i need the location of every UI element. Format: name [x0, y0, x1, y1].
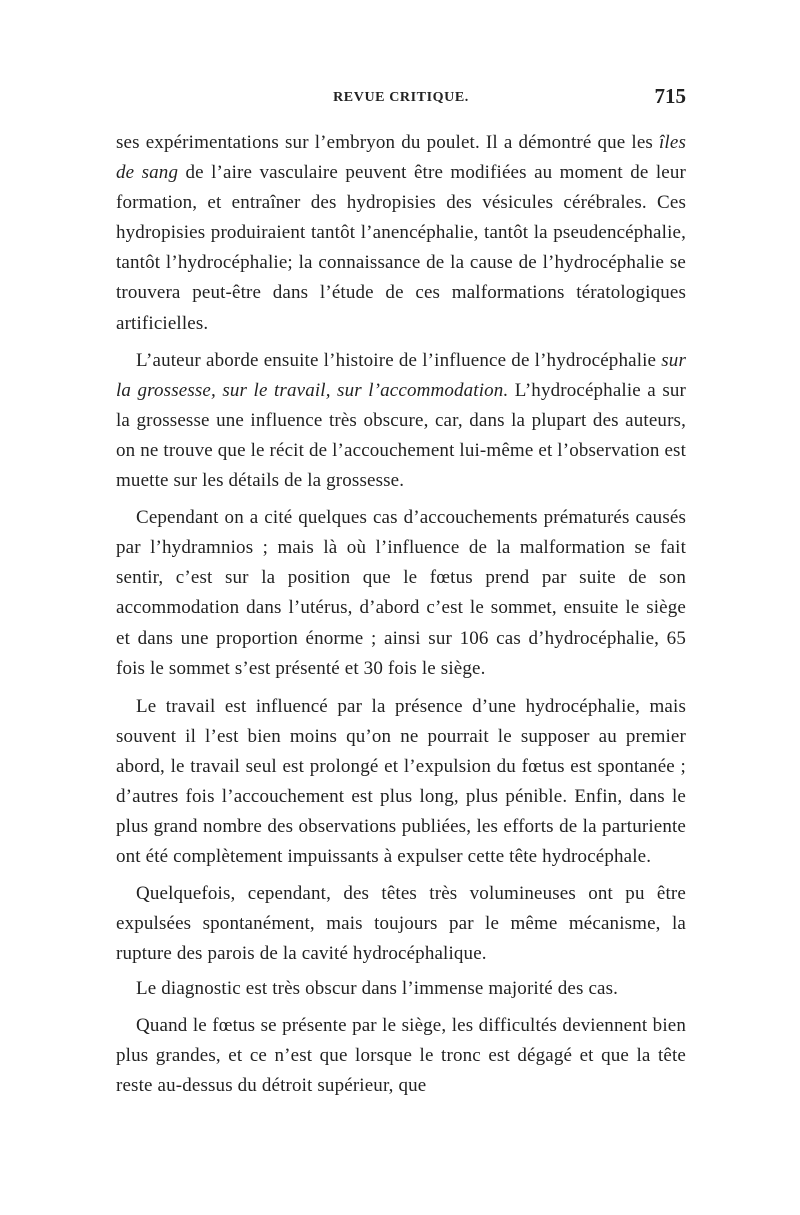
running-head [116, 84, 686, 114]
paragraph-5: Quelquefois, cependant, des têtes très volumineuses ont pu être expulsées spontanément, mais toujours par le même mécanisme, la rupture des parois de la cavité hydrocéphalique. [116, 883, 686, 965]
paragraph-1: ses expérimentations sur l’embryon du poulet. Il a démontré que les îles de sang de l’aire vasculaire peuvent être modifiées au moment de leur formation, et entraîner des hydropisies des vésicules cérébrales. Ces hydropisies produiraient tantôt l’anencéphalie, tantôt la pseudencéphalie, tantôt l’hydrocéphalie; la connaissance de la cause de l’hydrocéphalie se trouvera peut-être dans l’étude de ces malformations tératologiques artificielles. [116, 132, 686, 334]
running-title: REVUE CRITIQUE. [333, 90, 469, 105]
italic-phrase: îles de sang [116, 132, 686, 184]
page-number: 715 [654, 84, 686, 108]
paragraph-2: L’auteur aborde ensuite l’histoire de l’influence de l’hydrocéphalie sur la grossesse, sur le travail, sur l’accommodation. L’hydrocéphalie a sur la grossesse une influence très obscure, car, dans la plupart des auteurs, on ne trouve que le récit de l’accouchement lui-même et l’observation est muette sur les détails de la grossesse. [116, 349, 686, 492]
paragraph-7: Quand le fœtus se présente par le siège, les difficultés deviennent bien plus grandes, et ce n’est que lorsque le tronc est dégagé et que la tête reste au-dessus du détroit supérieur, que [116, 1014, 686, 1096]
body-text [116, 128, 686, 1108]
italic-phrase: sur la grossesse, sur le travail, sur l’accommodation. [116, 349, 686, 401]
paragraph-6: Le diagnostic est très obscur dans l’immense majorité des cas. [136, 977, 619, 999]
paragraph-4: Le travail est influencé par la présence d’une hydrocéphalie, mais souvent il l’est bien moins qu’on ne pourrait le supposer au premier abord, le travail seul est prolongé et l’expulsion du fœtus est spontanée ; d’autres fois l’accouchement est plus long, plus pénible. Enfin, dans le plus grand nombre des observations publiées, les efforts de la parturiente ont été complètement impuissants à expulser cette tête hydrocéphale. [116, 695, 686, 868]
paragraph-3: Cependant on a cité quelques cas d’accouchements prématurés causés par l’hydramnios ; mais là où l’influence de la malformation se fait sentir, c’est sur la position que le fœtus prend par suite de son accommodation dans l’utérus, d’abord c’est le sommet, ensuite le siège et dans une proportion énorme ; ainsi sur 106 cas d’hydrocéphalie, 65 fois le sommet s’est présenté et 30 fois le siège. [116, 507, 686, 679]
